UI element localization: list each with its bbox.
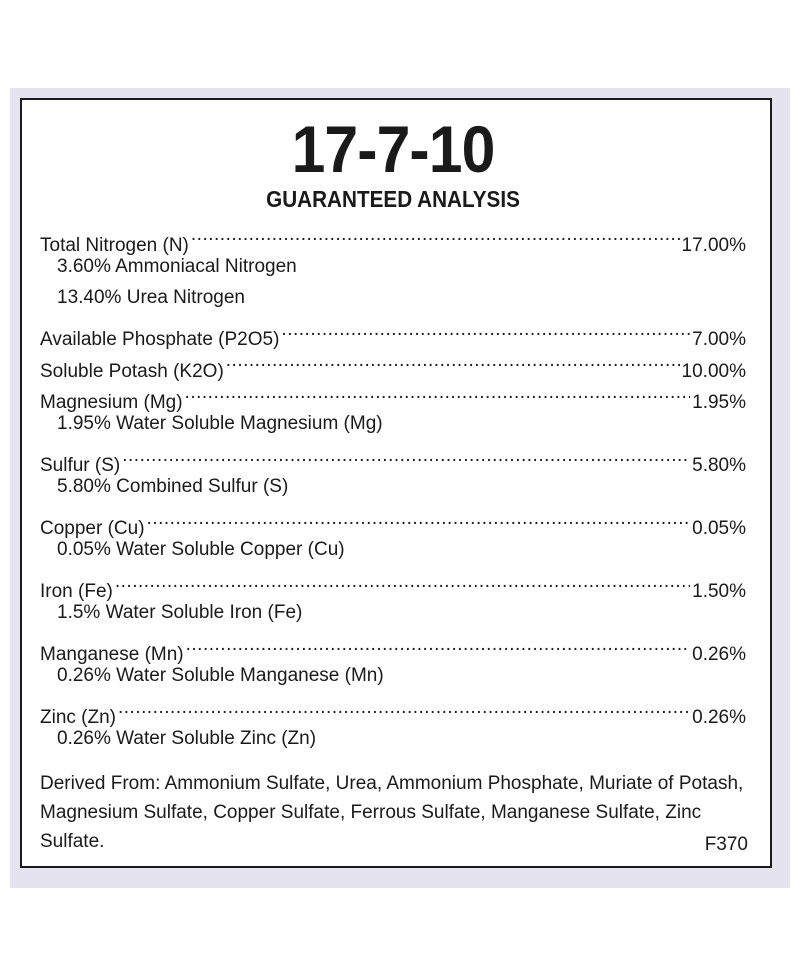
product-code: F370: [704, 834, 748, 855]
nutrient-value: 1.50%: [692, 581, 746, 602]
nutrient-value: 17.00%: [681, 234, 746, 256]
label-frame: [10, 88, 790, 888]
nutrient-subitem: 0.26% Water Soluble Zinc (Zn): [57, 728, 317, 749]
nutrient-row-phosphate: [40, 314, 746, 350]
nutrient-value: 1.95%: [692, 392, 746, 413]
nutrient-subitem: 0.05% Water Soluble Copper (Cu): [57, 539, 345, 560]
nutrient-name: Copper (Cu): [40, 518, 145, 539]
analysis-heading: GUARANTEED ANALYSIS: [266, 186, 520, 212]
nutrient-name: Soluble Potash (K2O): [40, 360, 224, 382]
nutrient-value: 0.05%: [692, 518, 746, 539]
leader-dots: [185, 377, 691, 409]
nutrient-subitem: 1.5% Water Soluble Iron (Fe): [57, 602, 303, 623]
nutrient-row-manganese: [40, 629, 746, 665]
guaranteed-analysis-label: [20, 98, 772, 868]
leader-dots: [147, 503, 691, 535]
nutrient-name: Zinc (Zn): [40, 707, 116, 728]
nutrient-subitem: 1.95% Water Soluble Magnesium (Mg): [57, 413, 383, 434]
nutrient-subitem: 3.60% Ammoniacal Nitrogen: [57, 255, 297, 277]
nutrient-value: 0.26%: [692, 707, 746, 728]
leader-dots: [122, 440, 690, 472]
nutrient-row-sulfur: [40, 440, 746, 476]
nutrient-row-nitrogen: [40, 219, 746, 256]
nutrient-subitem: 13.40% Urea Nitrogen: [57, 287, 245, 308]
nutrient-name: Iron (Fe): [40, 581, 113, 602]
leader-dots: [186, 629, 691, 661]
nutrient-value: 5.80%: [692, 455, 746, 476]
derived-from-text: Derived From: Ammonium Sulfate, Urea, Ammonium Phosphate, Muriate of Potash, Magnesium Sulfate, Copper Sulfate, Ferrous Sulfate, Manganese Sulfate, Zinc Sulfate.: [40, 772, 744, 852]
nutrient-name: Magnesium (Mg): [40, 392, 183, 413]
nutrient-row-iron: [40, 566, 746, 602]
leader-dots: [118, 692, 690, 724]
leader-dots: [115, 566, 690, 598]
nutrient-subitem: 5.80% Combined Sulfur (S): [57, 476, 289, 497]
nutrient-row-zinc: [40, 692, 746, 728]
nutrient-name: Total Nitrogen (N): [40, 234, 189, 256]
nutrient-name: Sulfur (S): [40, 455, 121, 476]
leader-dots: [281, 314, 690, 346]
nutrient-value: 10.00%: [681, 360, 746, 382]
nutrient-value: 0.26%: [692, 644, 746, 665]
nutrient-list: [40, 219, 746, 755]
npk-grade: 17-7-10: [291, 112, 495, 186]
nutrient-row-copper: [40, 503, 746, 539]
leader-dots: [226, 345, 680, 377]
nutrient-value: 7.00%: [692, 329, 746, 350]
nutrient-name: Manganese (Mn): [40, 644, 184, 665]
nutrient-subitem: 0.26% Water Soluble Manganese (Mn): [57, 665, 384, 686]
leader-dots: [191, 219, 680, 251]
nutrient-name: Available Phosphate (P2O5): [40, 329, 280, 350]
